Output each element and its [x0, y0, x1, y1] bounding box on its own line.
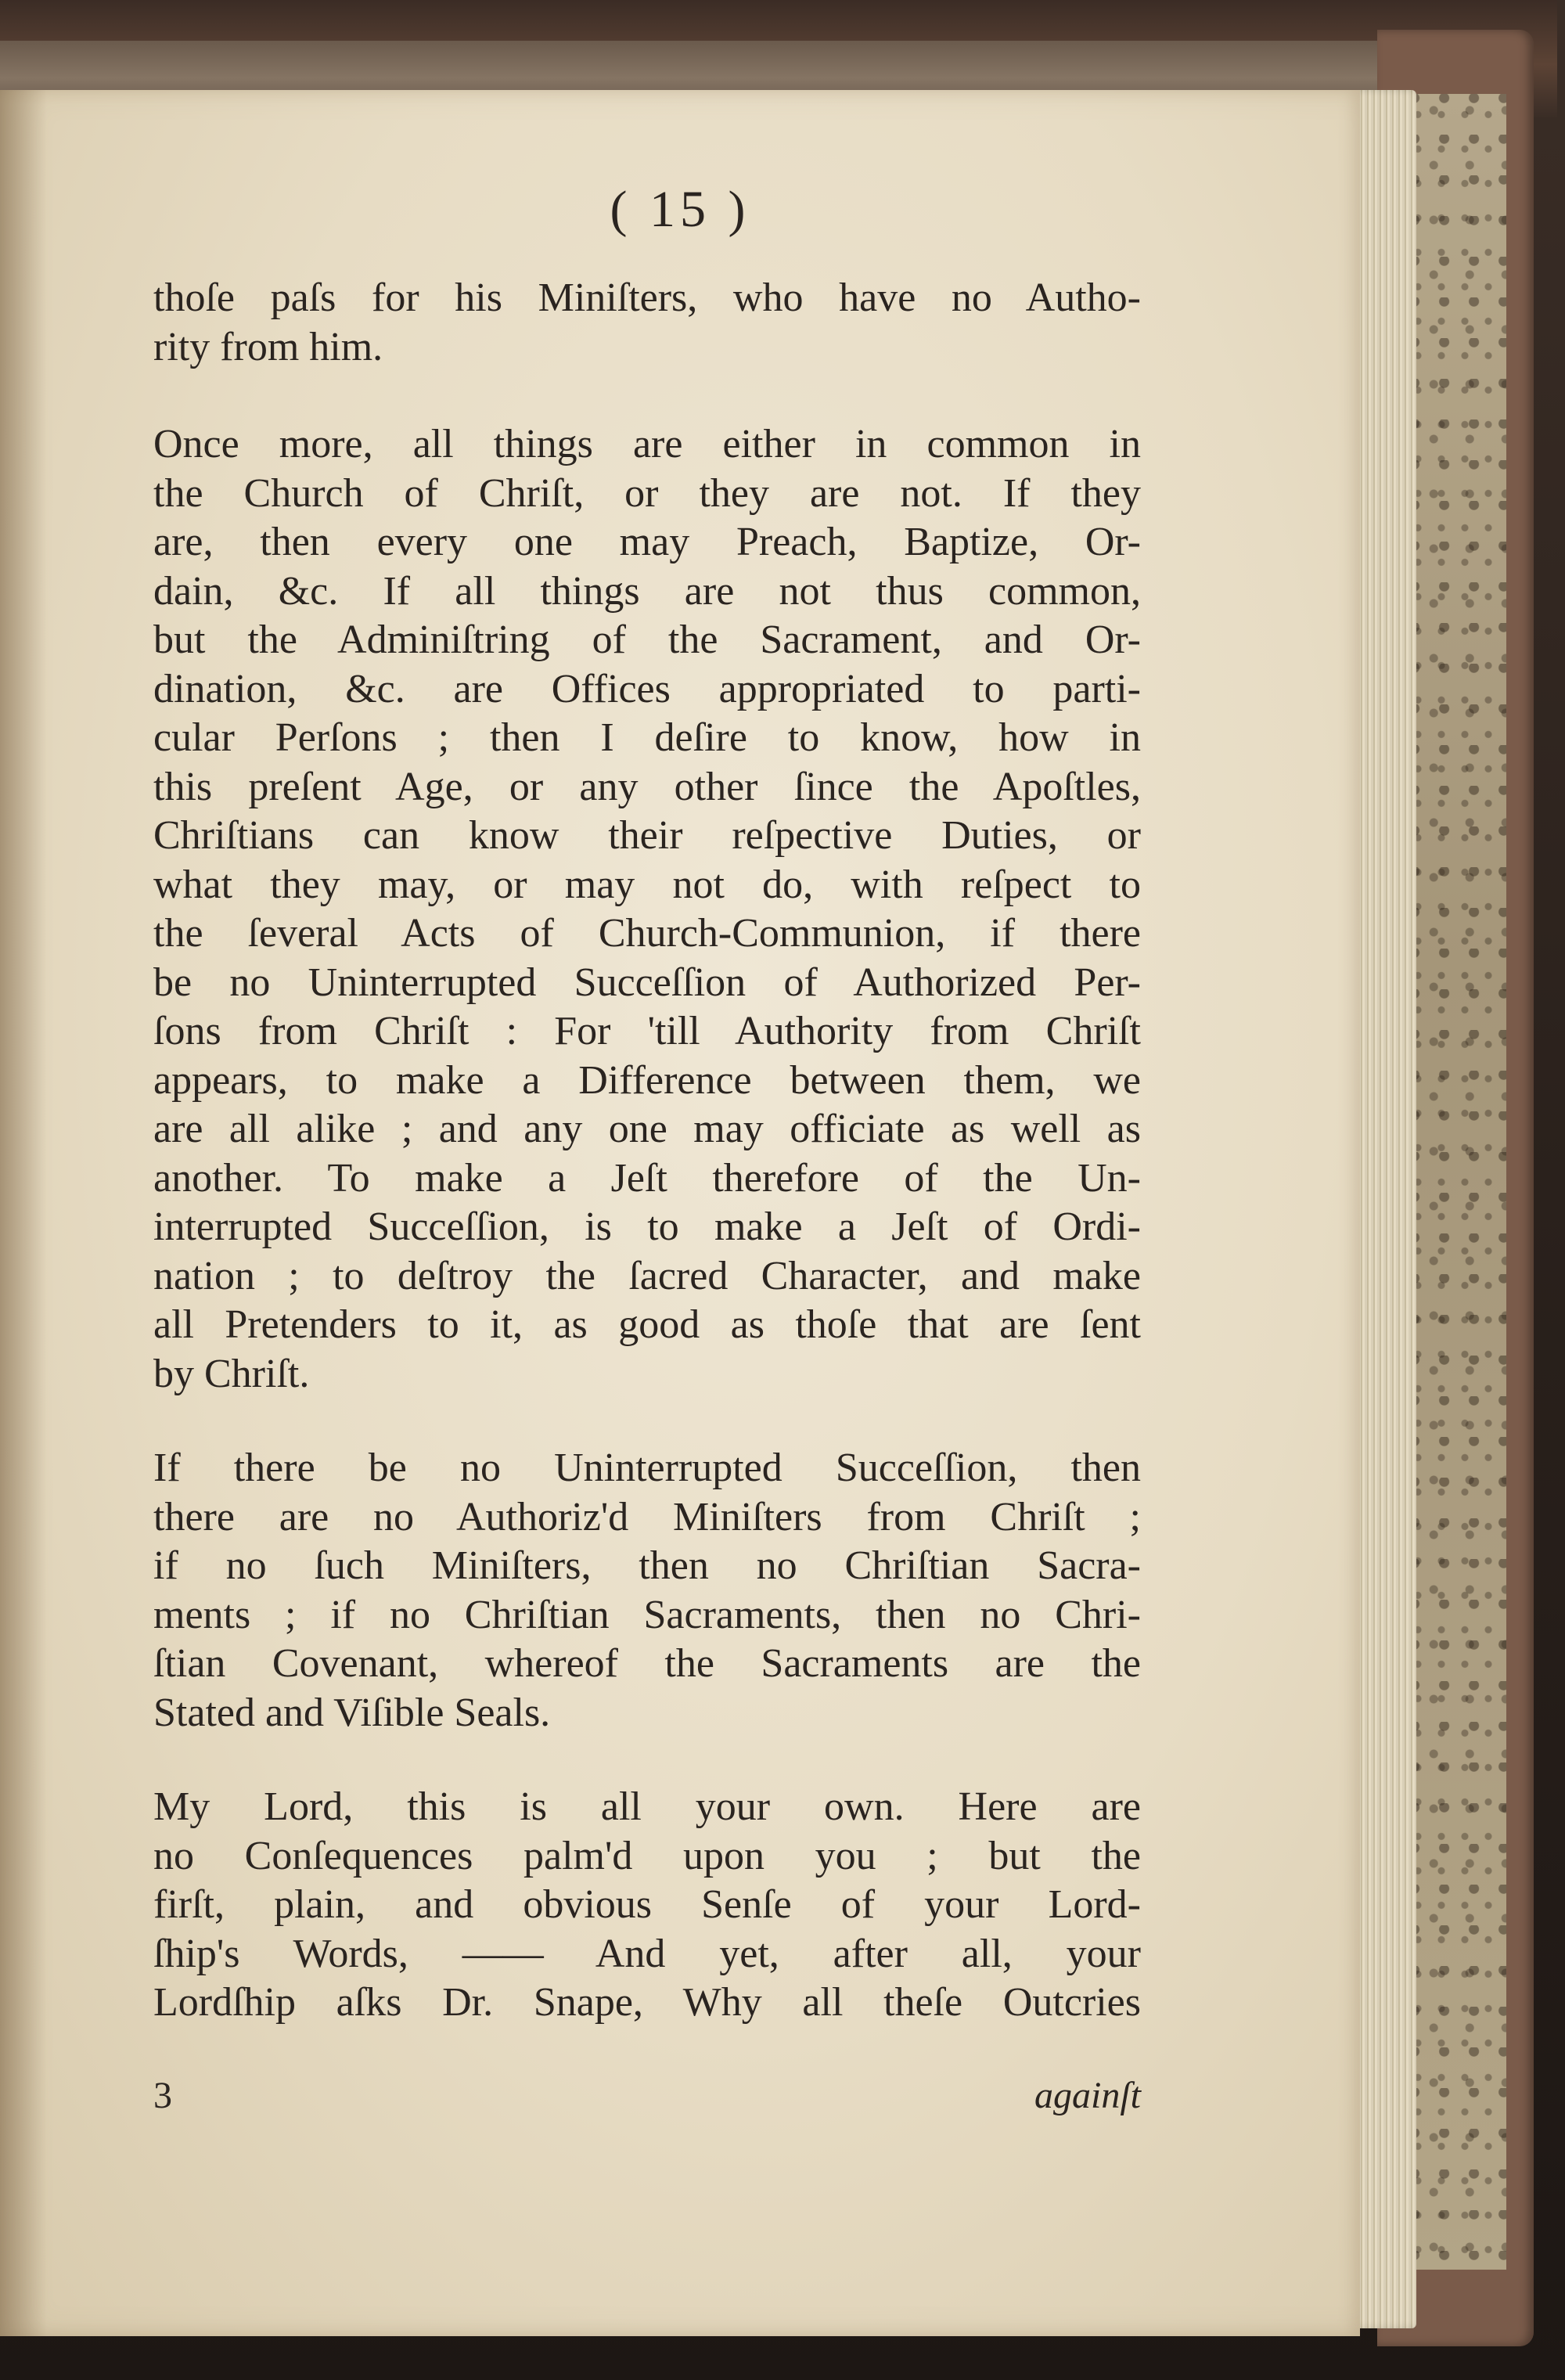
- text-line: but the Adminiſtring of the Sacrament, and Or-: [153, 618, 1141, 662]
- text-line: all Pretenders to it, as good as thoſe that are ſent: [153, 1302, 1141, 1347]
- signature-mark: 3: [153, 2075, 172, 2116]
- text-line: dination, &c. are Offices appropriated to parti-: [153, 666, 1141, 711]
- text-line: cular Perſons ; then I deſire to know, how in: [153, 715, 1141, 760]
- text-line: Lordſhip aſks Dr. Snape, Why all theſe Outcries: [153, 1980, 1141, 2025]
- text-line: are all alike ; and any one may officiate as well as: [153, 1107, 1141, 1151]
- gutter-shadow: [0, 90, 47, 2336]
- text-line: interrupted Succeſſion, is to make a Jeſt of Ordi-: [153, 1204, 1141, 1249]
- text-line: by Chriſt.: [153, 1351, 310, 1396]
- marbled-cover: [1408, 94, 1506, 2270]
- text-line: be no Uninterrupted Succeſſion of Authorized Per-: [153, 960, 1141, 1005]
- text-line: the Church of Chriſt, or they are not. If they: [153, 470, 1141, 516]
- text-line: the ſeveral Acts of Church-Communion, if there: [153, 911, 1141, 956]
- text-line: nation ; to deſtroy the ſacred Character, and make: [153, 1253, 1141, 1298]
- text-line: Stated and Viſible Seals.: [153, 1690, 551, 1735]
- text-line: no Conſequences palm'd upon you ; but the: [153, 1833, 1141, 1878]
- text-line: are, then every one may Preach, Baptize, Or-: [153, 520, 1141, 564]
- text-line: if no ſuch Miniſters, then no Chriſtian Sacra-: [153, 1543, 1141, 1588]
- text-line: this preſent Age, or any other ſince the Apoſtles,: [153, 764, 1141, 809]
- text-line: firſt, plain, and obvious Senſe of your Lord-: [153, 1882, 1141, 1927]
- text-line: ſons from Chriſt : For 'till Authority from Chriſt: [153, 1009, 1141, 1053]
- text-line: rity from him.: [153, 324, 383, 369]
- page-number: ( 15 ): [610, 181, 750, 238]
- text-line: what they may, or may not do, with reſpect to: [153, 862, 1141, 907]
- text-line: dain, &c. If all things are not thus common,: [153, 568, 1141, 614]
- body-text: [153, 274, 1141, 2028]
- paragraph-3: [153, 1444, 1141, 1737]
- text-line: appears, to make a Difference between them, we: [153, 1057, 1141, 1103]
- text-line: If there be no Uninterrupted Succeſſion, then: [153, 1446, 1141, 1490]
- text-line: Once more, all things are either in common in: [153, 422, 1141, 466]
- text-line: there are no Authoriz'd Miniſters from Chriſt ;: [153, 1494, 1141, 1539]
- text-line: ſtian Covenant, whereof the Sacraments are the: [153, 1641, 1141, 1686]
- catchword: againſt: [1034, 2075, 1141, 2116]
- paragraph-1: [153, 274, 1141, 372]
- text-line: My Lord, this is all your own. Here are: [153, 1784, 1141, 1829]
- text-line: another. To make a Jeſt therefore of the Un-: [153, 1155, 1141, 1201]
- text-line: ments ; if no Chriſtian Sacraments, then no Chri-: [153, 1592, 1141, 1637]
- text-line: Chriſtians can know their reſpective Duties, or: [153, 813, 1141, 858]
- paragraph-2: [153, 420, 1141, 1399]
- text-line: thoſe paſs for his Miniſters, who have no Autho-: [153, 275, 1141, 320]
- text-line: ſhip's Words, —— And yet, after all, your: [153, 1931, 1141, 1976]
- paragraph-4: [153, 1783, 1141, 2028]
